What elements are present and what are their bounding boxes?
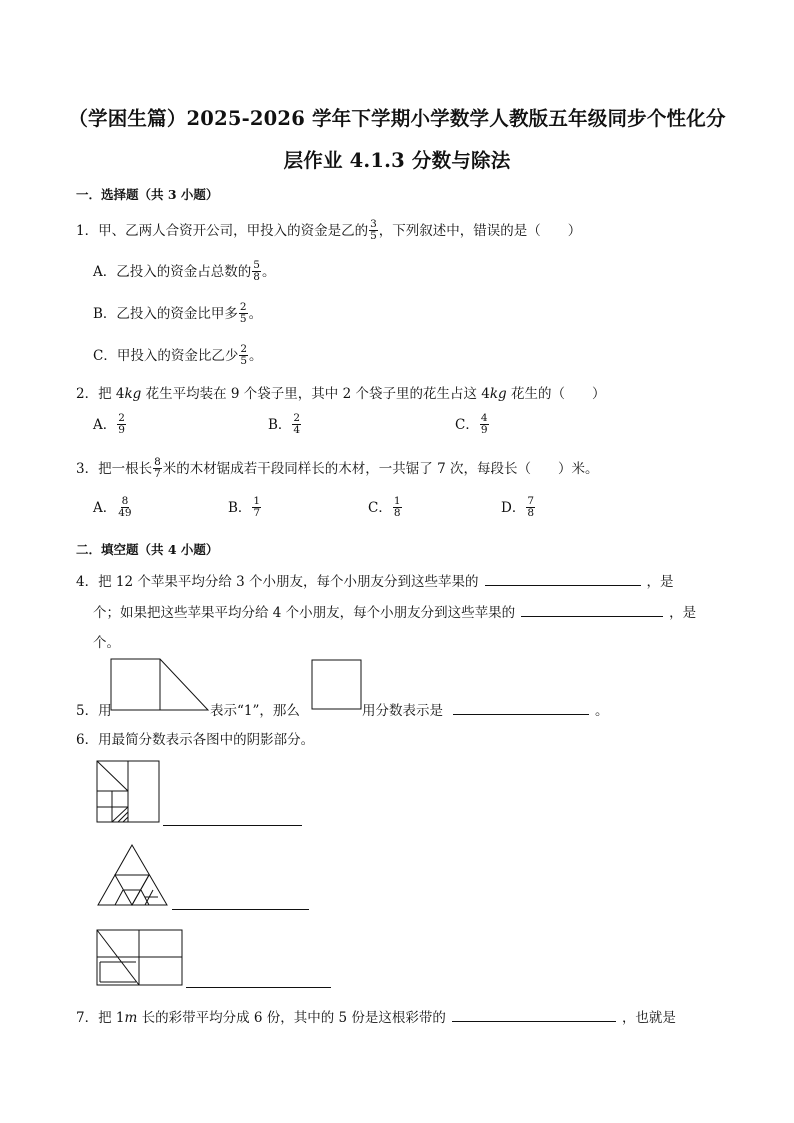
title-line-2: 层作业 4.1.3 分数与除法 — [283, 149, 511, 172]
q2-option-b[interactable]: B． $\frac{2}{4}$ — [268, 412, 301, 436]
q3-option-d[interactable]: D． $\frac{7}{8}$ — [501, 495, 535, 519]
q3-option-c[interactable]: C． $\frac{1}{8}$ — [368, 495, 401, 519]
q5-prefix: 5．用 — [76, 703, 112, 719]
section-choice-heading: 一．选择题（共 3 小题） — [76, 187, 219, 202]
q5-answer-blank[interactable] — [453, 700, 589, 715]
q1-fraction: $\frac{3}{5}$ — [370, 218, 377, 242]
question-6: 6．用最简分数表示各图中的阴影部分。 — [76, 732, 315, 748]
q2-option-c[interactable]: C． $\frac{4}{9}$ — [455, 412, 488, 436]
q5-square-figure — [311, 659, 363, 711]
question-4-line-2: 个；如果把这些苹果平均分给 4 个小朋友，每个小朋友分到这些苹果的 ，是 — [93, 601, 696, 621]
question-4-line-3: 个。 — [93, 635, 120, 651]
q3-option-b[interactable]: B． $\frac{1}{7}$ — [228, 495, 261, 519]
title-line-1: （学困生篇）2025-2026 学年下学期小学数学人教版五年级同步个性化分 — [68, 107, 726, 130]
q2-option-a[interactable]: A． $\frac{2}{9}$ — [93, 412, 125, 436]
q7-answer-blank[interactable] — [452, 1007, 616, 1022]
section-fill-heading: 二．填空题（共 4 小题） — [76, 542, 219, 557]
q6-figure-rectangle — [96, 929, 184, 987]
q1-option-c[interactable]: C．甲投入的资金比乙少 $\frac{2}{5}$ 。 — [93, 343, 263, 367]
q4-answer-blank-1[interactable] — [485, 571, 641, 586]
q6-answer-blank-2[interactable] — [172, 909, 309, 910]
question-3: 3．把一根长 $\frac{8}{7}$ 米的木材锯成若干段同样长的木材，一共锯了 7 次，每段长（ ）米。 — [76, 456, 599, 480]
q5-unit-shape-figure — [110, 658, 210, 712]
q3-option-a[interactable]: A． $\frac{8}{49}$ — [93, 495, 132, 519]
question-1 — [76, 219, 581, 243]
q6-answer-blank-3[interactable] — [186, 987, 331, 988]
q1-option-a[interactable]: A．乙投入的资金占总数的 $\frac{5}{8}$ 。 — [93, 259, 276, 283]
q5-suffix: 用分数表示是 。 — [362, 699, 609, 719]
q6-answer-blank-1[interactable] — [163, 825, 302, 826]
q6-figure-triangle — [96, 843, 170, 907]
question-7: 7．把 1m 长的彩带平均分成 6 份，其中的 5 份是这根彩带的 ，也就是 — [76, 1006, 676, 1026]
q1-option-b[interactable]: B．乙投入的资金比甲多 $\frac{2}{5}$ 。 — [93, 301, 263, 325]
q6-figure-square — [96, 760, 162, 824]
q4-answer-blank-2[interactable] — [521, 602, 663, 617]
q5-middle: 表示“1”，那么 — [210, 703, 300, 719]
question-2: 2．把 4kg 花生平均装在 9 个袋子里，其中 2 个袋子里的花生占这 4kg 花生的（ ） — [76, 386, 606, 402]
q1-text-end: ，下列叙述中，错误的是（ ） — [378, 223, 582, 239]
q1-text: 1．甲、乙两人合资开公司，甲投入的资金是乙的 — [76, 223, 369, 239]
question-4-line-1: 4．把 12 个苹果平均分给 3 个小朋友，每个小朋友分到这些苹果的 ，是 — [76, 570, 674, 590]
